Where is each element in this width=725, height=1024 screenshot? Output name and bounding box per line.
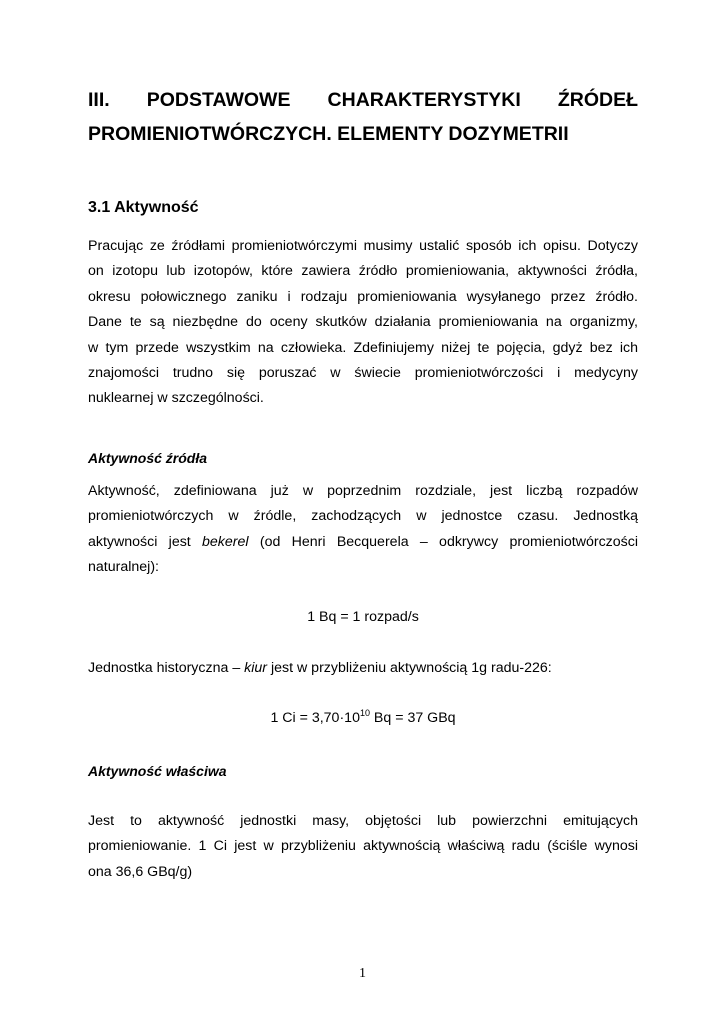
section-heading: 3.1 Aktywność (88, 199, 199, 216)
paragraph-line (88, 530, 638, 555)
source-activity-paragraph (88, 479, 638, 581)
chapter-title-line-1 (88, 83, 638, 117)
term-bekerel: bekerel (202, 533, 249, 550)
paragraph-line: w tym przede wszystkim na człowieka. Zdefiniujemy niżej te pojęcia, gdyż bez ich (88, 339, 638, 356)
text-run: 1 Ci = 3,70·10 (270, 710, 360, 726)
exponent: 10 (359, 708, 370, 718)
text-run: (od Henri Becquerela – odkrywcy promieniotwórczości (248, 533, 638, 550)
chapter-title-word: ŹRÓDEŁ (557, 89, 638, 111)
chapter-title-word: CHARAKTERYSTYKI (327, 89, 521, 111)
equation-bq: 1 Bq = 1 rozpad/s (307, 609, 419, 625)
paragraph-line (88, 656, 638, 681)
paragraph-line: nuklearnej w szczególności. (88, 390, 264, 407)
subheading-source-activity: Aktywność źródła (88, 450, 208, 466)
paragraph-line: ona 36,6 GBq/g) (88, 863, 193, 880)
paragraph-line: on izotopu lub izotopów, które zawiera źródło promieniowania, aktywności źródła, (88, 263, 638, 280)
chapter-title-word: PODSTAWOWE (146, 89, 291, 111)
historic-unit-line (88, 656, 638, 681)
paragraph-line: Jest to aktywność jednostki masy, objętości lub powierzchni emitujących (88, 813, 638, 829)
paragraph-line: Aktywność, zdefiniowana już w poprzednim rozdziale, jest liczbą rozpadów (88, 483, 638, 499)
chapter-title (88, 83, 638, 151)
paragraph-line: znajomości trudno się poruszać w świecie promieniotwórczości i medycyny (88, 365, 638, 382)
paragraph-line: promieniotwórczych w źródle, zachodzących w jednostce czasu. Jednostką (88, 508, 638, 525)
subheading-specific-activity: Aktywność właściwa (88, 763, 227, 779)
paragraph-line: naturalnej): (88, 559, 159, 576)
page-number: 1 (359, 966, 366, 981)
specific-activity-paragraph (88, 809, 638, 885)
text-run: Jednostka historyczna – (88, 660, 245, 676)
equation-ci (88, 708, 638, 728)
intro-paragraph (88, 234, 638, 412)
paragraph-line: Pracując ze źródłami promieniotwórczymi musimy ustalić sposób ich opisu. Dotyczy (88, 238, 638, 254)
paragraph-line: promieniowanie. 1 Ci jest w przybliżeniu aktywnością właściwą radu (ściśle wynosi (88, 838, 638, 855)
chapter-number: III. (88, 89, 110, 111)
text-run: Bq = 37 GBq (369, 710, 456, 726)
term-kiur: kiur (244, 660, 268, 676)
text-run: jest w przybliżeniu aktywnością 1g radu-226: (267, 660, 552, 676)
text-run: aktywności jest (88, 533, 203, 550)
paragraph-line: Dane te są niezbędne do oceny skutków działania promieniowania na organizmy, (88, 314, 638, 331)
paragraph-line: okresu połowicznego zaniku i rodzaju promieniowania wysyłanego przez źródło. (88, 288, 638, 305)
chapter-title-line-2: PROMIENIOTWÓRCZYCH. ELEMENTY DOZYMETRII (88, 123, 569, 145)
